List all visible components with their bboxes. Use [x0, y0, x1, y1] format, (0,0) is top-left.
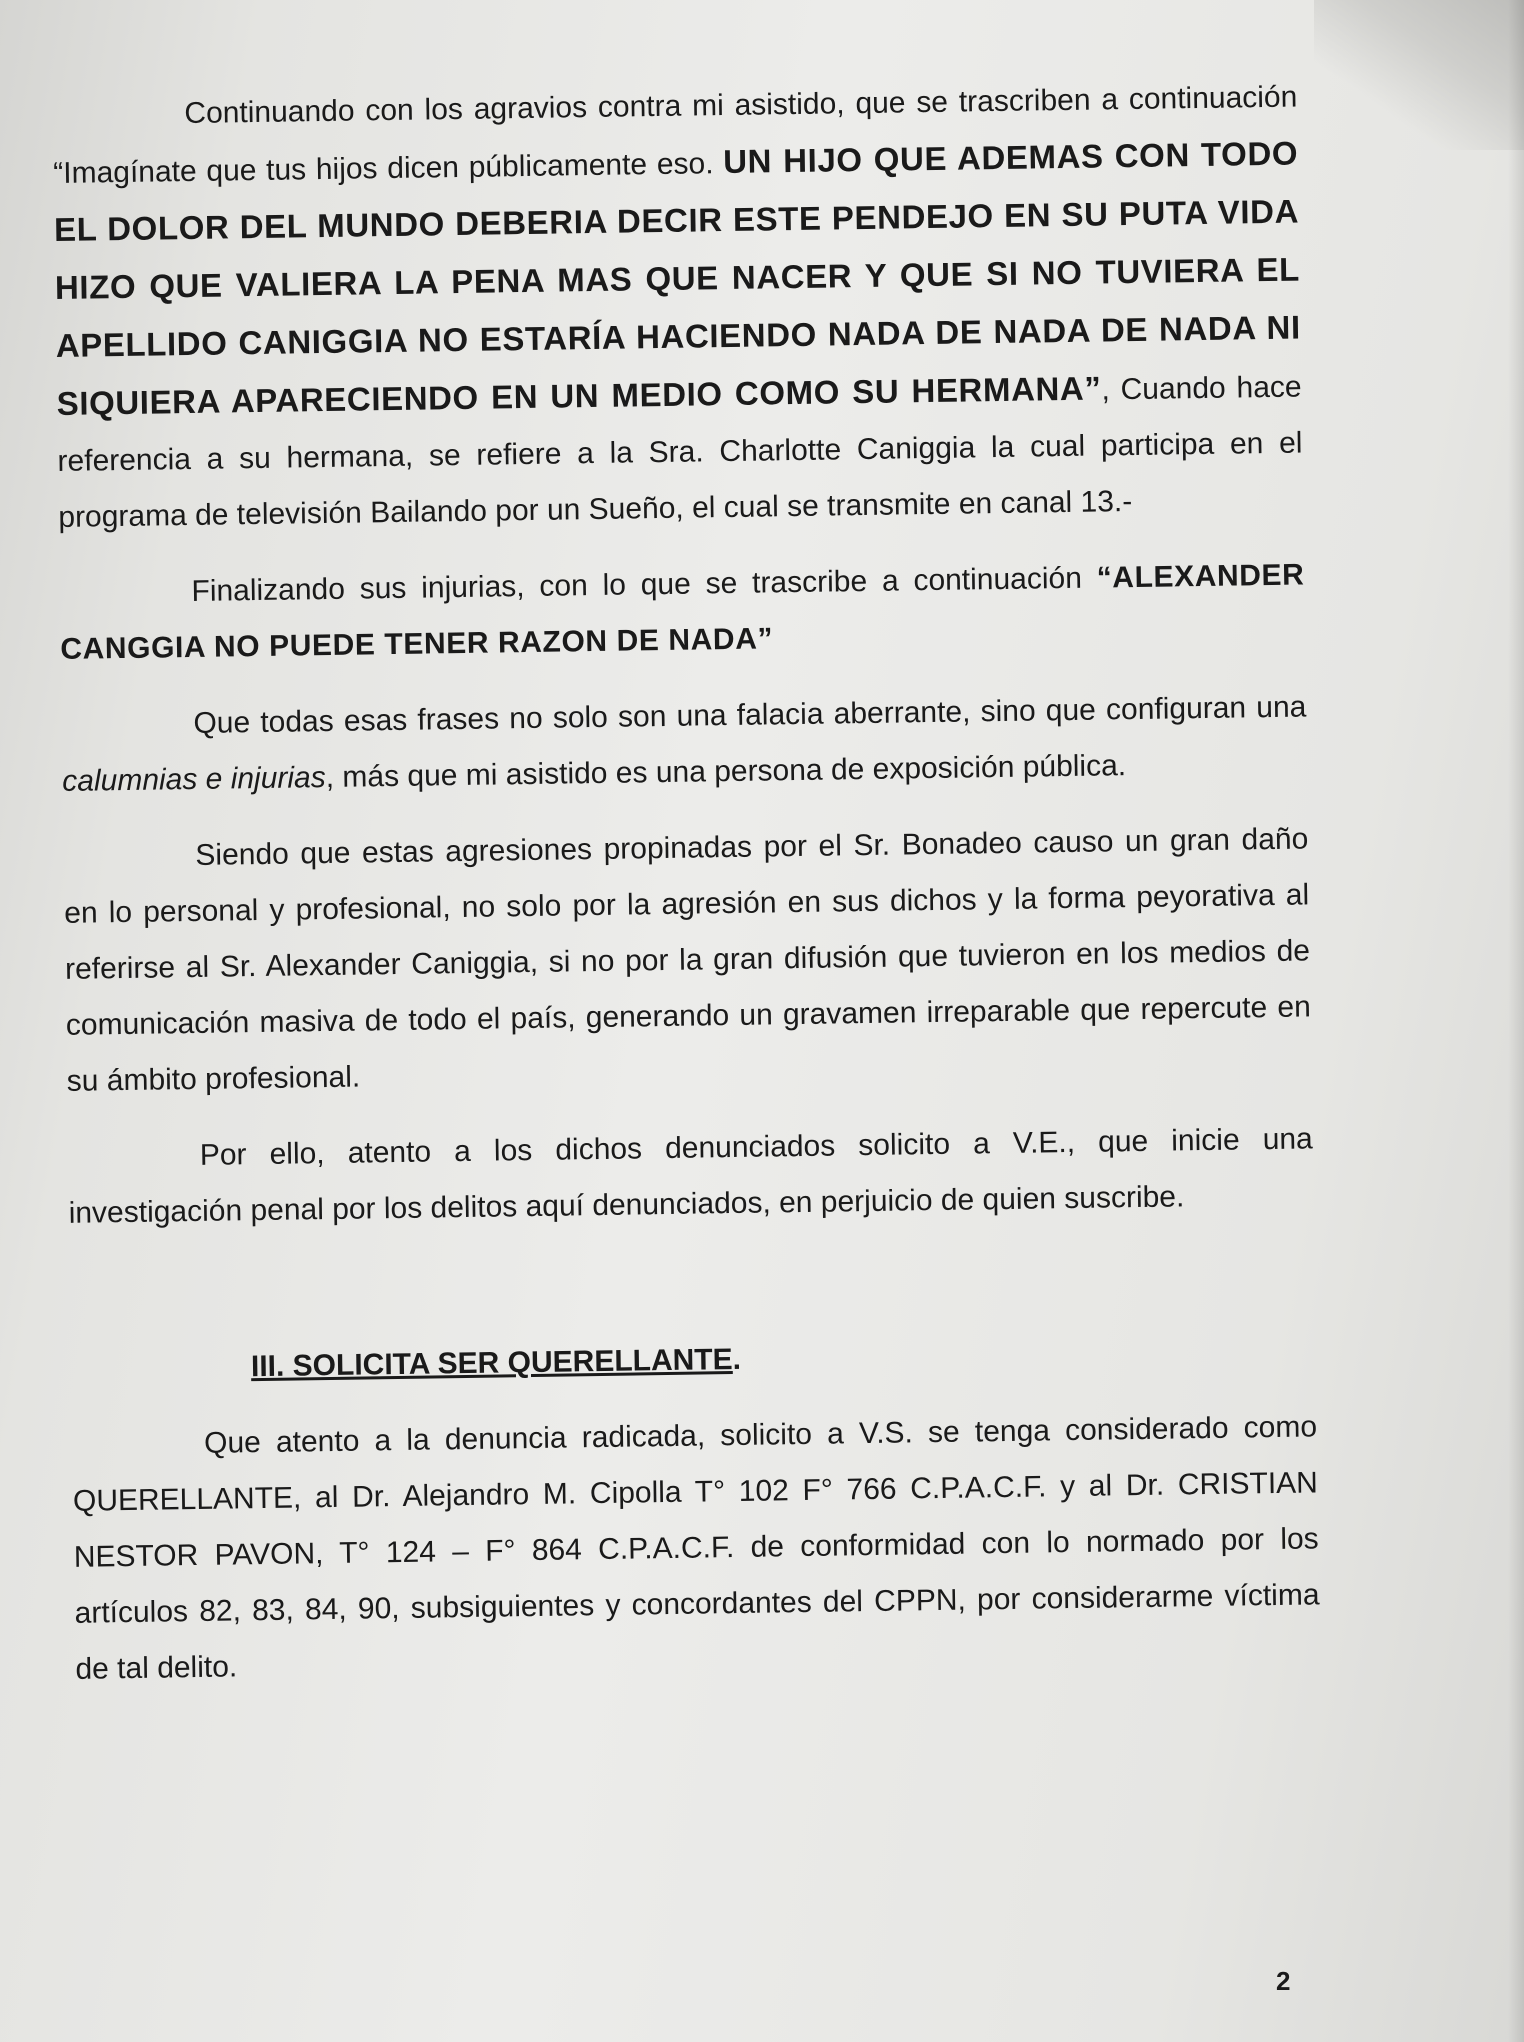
paragraph-agravios-intro: Continuando con los agravios contra mi asistido, que se trascriben a continuación “Imagínate que tus hijos dicen públicamente eso. [53, 80, 1298, 190]
paragraph-falacia [61, 679, 1308, 809]
quoted-insult: UN HIJO QUE ADEMAS CON TODO EL DOLOR DEL MUNDO DEBERIA DECIR ESTE PENDEJO EN SU PUTA VIDA HIZO QUE VALIERA LA PENA MAS QUE NACER Y QUE SI NO TUVIERA EL APELLIDO CANIGGIA NO ESTARÍA HACIENDO NADA DE NADA DE NADA NI SIQUIERA APARECIENDO EN UN MEDIO COMO SU HERMANA” [53, 134, 1301, 422]
paragraph-falacia-a: Que todas esas frases no solo son una falacia aberrante, sino que configuran una [193, 690, 1307, 740]
paragraph-falacia-b: , más que mi asistido es una persona de exposición pública. [325, 749, 1127, 795]
paragraph-agravios [52, 70, 1304, 546]
section-heading-text: III. SOLICITA SER QUERELLANTE [250, 1343, 733, 1384]
quoted-statement: “ALEXANDER CANGGIA NO PUEDE TENER RAZON DE NADA” [60, 558, 1305, 666]
page-edge-shadow [1508, 0, 1524, 2042]
section-gap [69, 1223, 1315, 1341]
page-number: 2 [1276, 1966, 1291, 1996]
section-heading-period: . [732, 1342, 742, 1377]
paragraph-finalizando-intro: Finalizando sus injurias, con lo que se trascribe a continuación [191, 561, 1083, 608]
document-body [52, 70, 1321, 1698]
paragraph-finalizando [59, 547, 1306, 677]
page-corner-shadow [1314, 0, 1524, 150]
paragraph-agravios-rest: , Cuando hace referencia a su hermana, se refiere a la Sra. Charlotte Caniggia la cual participa en el programa de televisión Bailando por un Sueño, el cual se transmite en canal 13.- [57, 370, 1303, 534]
paragraph-agresiones: Siendo que estas agresiones propinadas por el Sr. Bonadeo causo un gran daño en lo personal y profesional, no solo por la agresión en sus dichos y la forma peyorativa al referirse al Sr. Alexander Caniggia, si no por la gran difusión que tuvieron en los medios de comunicación masiva de todo el país, generando un gravamen irreparable que repercute en su ámbito profesional. [64, 822, 1312, 1098]
paragraph-por-ello: Por ello, atento a los dichos denunciados solicito a V.E., que inicie una investigación penal por los delitos aquí denunciados, en perjuicio de quien suscribe. [68, 1122, 1313, 1230]
legal-term-italic: calumnias e injurias [62, 761, 326, 798]
paragraph-querellante: Que atento a la denuncia radicada, solicito a V.S. se tenga considerado como QUERELLANTE, al Dr. Alejandro M. Cipolla T° 102 F° 766 C.P.A.C.F. y al Dr. CRISTIAN NESTOR PAVON, T° 124 – F° 864 C.P.A.C.F. de conformidad con lo normado por los artículos 82, 83, 84, 90, subsiguientes y concordantes del CPPN, por considerarme víctima de tal delito. [72, 1410, 1320, 1686]
